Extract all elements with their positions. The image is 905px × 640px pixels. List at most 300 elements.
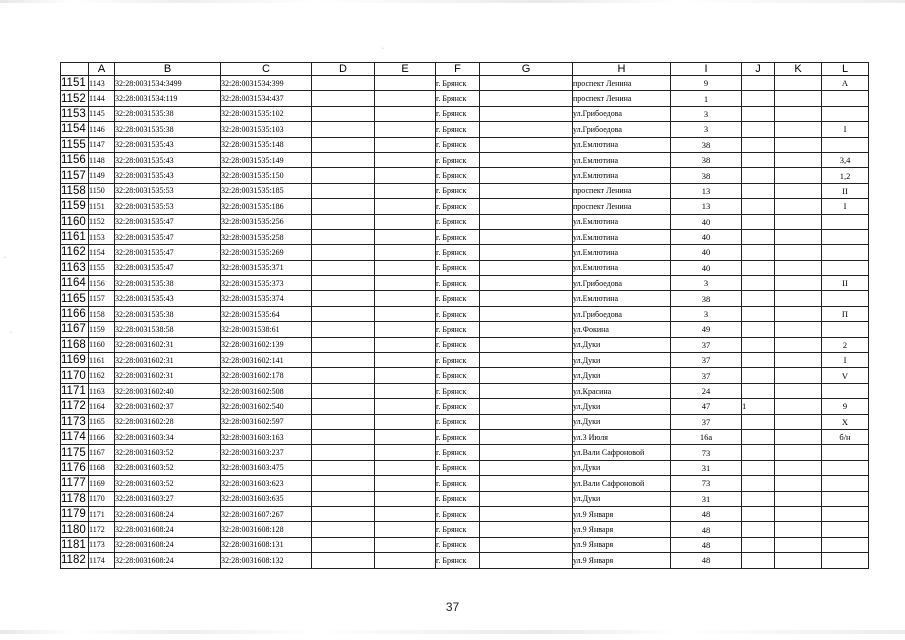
cell-f[interactable]: г. Брянск [436,522,480,537]
cell-d[interactable] [312,276,375,291]
cell-i[interactable]: 38 [671,152,742,167]
cell-l[interactable]: I [822,353,869,368]
row-number-cell[interactable]: 1163 [61,260,89,275]
cell-f[interactable]: г. Брянск [436,383,480,398]
cell-f[interactable]: г. Брянск [436,168,480,183]
cell-e[interactable] [375,91,436,106]
cell-g[interactable] [480,383,573,398]
cell-a[interactable]: 1174 [89,553,115,568]
row-number-cell[interactable]: 1175 [61,445,89,460]
cell-i[interactable]: 3 [671,276,742,291]
cell-h[interactable]: ул.9 Января [573,522,671,537]
cell-g[interactable] [480,306,573,321]
cell-a[interactable]: 1171 [89,506,115,521]
cell-i[interactable]: 48 [671,553,742,568]
cell-a[interactable]: 1148 [89,152,115,167]
cell-a[interactable]: 1165 [89,414,115,429]
cell-j[interactable] [742,491,775,506]
cell-j[interactable] [742,353,775,368]
cell-b[interactable]: 32:28:0031535:38 [115,122,221,137]
cell-j[interactable] [742,306,775,321]
cell-i[interactable]: 1 [671,91,742,106]
cell-h[interactable]: ул.Грибоедова [573,122,671,137]
cell-f[interactable]: г. Брянск [436,260,480,275]
cell-l[interactable]: II [822,183,869,198]
cell-f[interactable]: г. Брянск [436,429,480,444]
cell-h[interactable]: ул.Дуки [573,414,671,429]
cell-f[interactable]: г. Брянск [436,399,480,414]
cell-b[interactable]: 32:28:0031602:31 [115,368,221,383]
cell-g[interactable] [480,445,573,460]
cell-h[interactable]: проспект Ленина [573,91,671,106]
cell-f[interactable]: г. Брянск [436,414,480,429]
cell-j[interactable]: 1 [742,399,775,414]
cell-e[interactable] [375,245,436,260]
row-number-cell[interactable]: 1168 [61,337,89,352]
cell-l[interactable] [822,522,869,537]
cell-k[interactable] [775,122,822,137]
cell-e[interactable] [375,522,436,537]
cell-k[interactable] [775,522,822,537]
cell-i[interactable]: 48 [671,506,742,521]
cell-b[interactable]: 32:28:0031603:52 [115,445,221,460]
cell-f[interactable]: г. Брянск [436,306,480,321]
cell-c[interactable]: 32:28:0031535:102 [221,106,312,121]
cell-e[interactable] [375,152,436,167]
cell-f[interactable]: г. Брянск [436,368,480,383]
cell-f[interactable]: г. Брянск [436,460,480,475]
cell-a[interactable]: 1153 [89,229,115,244]
cell-f[interactable]: г. Брянск [436,214,480,229]
cell-b[interactable]: 32:28:0031535:38 [115,276,221,291]
cell-c[interactable]: 32:28:0031603:475 [221,460,312,475]
cell-l[interactable] [822,553,869,568]
cell-i[interactable]: 40 [671,260,742,275]
cell-k[interactable] [775,183,822,198]
cell-b[interactable]: 32:28:0031535:43 [115,168,221,183]
cell-j[interactable] [742,383,775,398]
cell-i[interactable]: 37 [671,337,742,352]
cell-i[interactable]: 40 [671,229,742,244]
cell-h[interactable]: ул.Фокина [573,322,671,337]
row-number-cell[interactable]: 1171 [61,383,89,398]
column-header[interactable]: C [221,63,312,76]
cell-h[interactable]: ул.Дуки [573,353,671,368]
cell-d[interactable] [312,76,375,91]
cell-j[interactable] [742,122,775,137]
row-number-cell[interactable]: 1179 [61,506,89,521]
cell-g[interactable] [480,429,573,444]
cell-g[interactable] [480,168,573,183]
cell-j[interactable] [742,537,775,552]
cell-g[interactable] [480,291,573,306]
cell-g[interactable] [480,522,573,537]
cell-i[interactable]: 73 [671,445,742,460]
cell-c[interactable]: 32:28:0031608:128 [221,522,312,537]
cell-d[interactable] [312,414,375,429]
cell-b[interactable]: 32:28:0031608:24 [115,506,221,521]
cell-g[interactable] [480,214,573,229]
cell-a[interactable]: 1173 [89,537,115,552]
cell-i[interactable]: 24 [671,383,742,398]
cell-d[interactable] [312,214,375,229]
cell-b[interactable]: 32:28:0031603:34 [115,429,221,444]
cell-d[interactable] [312,306,375,321]
cell-e[interactable] [375,553,436,568]
cell-l[interactable]: 1,2 [822,168,869,183]
cell-e[interactable] [375,76,436,91]
cell-i[interactable]: 49 [671,322,742,337]
cell-a[interactable]: 1159 [89,322,115,337]
cell-d[interactable] [312,137,375,152]
cell-j[interactable] [742,199,775,214]
row-number-cell[interactable]: 1174 [61,429,89,444]
cell-f[interactable]: г. Брянск [436,199,480,214]
cell-e[interactable] [375,122,436,137]
cell-l[interactable] [822,537,869,552]
row-number-cell[interactable]: 1161 [61,229,89,244]
cell-c[interactable]: 32:28:0031535:148 [221,137,312,152]
row-number-cell[interactable]: 1165 [61,291,89,306]
cell-d[interactable] [312,322,375,337]
cell-g[interactable] [480,106,573,121]
cell-k[interactable] [775,383,822,398]
cell-c[interactable]: 32:28:0031535:374 [221,291,312,306]
cell-i[interactable]: 47 [671,399,742,414]
cell-h[interactable]: ул.9 Января [573,506,671,521]
cell-l[interactable]: П [822,306,869,321]
cell-k[interactable] [775,337,822,352]
column-header[interactable]: D [312,63,375,76]
cell-e[interactable] [375,337,436,352]
cell-f[interactable]: г. Брянск [436,152,480,167]
cell-b[interactable]: 32:28:0031608:24 [115,537,221,552]
row-number-cell[interactable]: 1159 [61,199,89,214]
cell-h[interactable]: ул.Красина [573,383,671,398]
cell-k[interactable] [775,276,822,291]
cell-a[interactable]: 1147 [89,137,115,152]
cell-a[interactable]: 1146 [89,122,115,137]
cell-f[interactable]: г. Брянск [436,91,480,106]
row-number-cell[interactable]: 1180 [61,522,89,537]
cell-g[interactable] [480,476,573,491]
row-number-cell[interactable]: 1152 [61,91,89,106]
cell-f[interactable]: г. Брянск [436,245,480,260]
cell-g[interactable] [480,122,573,137]
cell-b[interactable]: 32:28:0031535:47 [115,245,221,260]
cell-a[interactable]: 1154 [89,245,115,260]
cell-k[interactable] [775,353,822,368]
cell-k[interactable] [775,460,822,475]
cell-j[interactable] [742,553,775,568]
cell-d[interactable] [312,553,375,568]
cell-a[interactable]: 1150 [89,183,115,198]
cell-h[interactable]: проспект Ленина [573,76,671,91]
cell-b[interactable]: 32:28:0031535:47 [115,260,221,275]
cell-c[interactable]: 32:28:0031602:141 [221,353,312,368]
cell-k[interactable] [775,245,822,260]
cell-f[interactable]: г. Брянск [436,476,480,491]
cell-j[interactable] [742,506,775,521]
cell-j[interactable] [742,229,775,244]
cell-e[interactable] [375,414,436,429]
cell-b[interactable]: 32:28:0031535:38 [115,106,221,121]
row-number-cell[interactable]: 1173 [61,414,89,429]
cell-b[interactable]: 32:28:0031535:47 [115,214,221,229]
cell-e[interactable] [375,214,436,229]
cell-j[interactable] [742,260,775,275]
cell-j[interactable] [742,522,775,537]
cell-b[interactable]: 32:28:0031602:37 [115,399,221,414]
cell-a[interactable]: 1151 [89,199,115,214]
cell-c[interactable]: 32:28:0031535:64 [221,306,312,321]
cell-j[interactable] [742,414,775,429]
column-header[interactable]: G [480,63,573,76]
cell-i[interactable]: 16а [671,429,742,444]
cell-i[interactable]: 40 [671,214,742,229]
cell-d[interactable] [312,383,375,398]
cell-f[interactable]: г. Брянск [436,506,480,521]
cell-a[interactable]: 1160 [89,337,115,352]
cell-l[interactable]: б/н [822,429,869,444]
cell-f[interactable]: г. Брянск [436,445,480,460]
cell-e[interactable] [375,229,436,244]
cell-a[interactable]: 1169 [89,476,115,491]
cell-e[interactable] [375,168,436,183]
cell-i[interactable]: 31 [671,491,742,506]
cell-b[interactable]: 32:28:0031535:38 [115,306,221,321]
column-header[interactable]: H [573,63,671,76]
cell-c[interactable]: 32:28:0031603:163 [221,429,312,444]
cell-l[interactable] [822,91,869,106]
cell-c[interactable]: 32:28:0031603:623 [221,476,312,491]
cell-k[interactable] [775,91,822,106]
cell-e[interactable] [375,291,436,306]
cell-a[interactable]: 1162 [89,368,115,383]
row-number-cell[interactable]: 1169 [61,353,89,368]
cell-f[interactable]: г. Брянск [436,183,480,198]
cell-c[interactable]: 32:28:0031535:373 [221,276,312,291]
cell-e[interactable] [375,199,436,214]
cell-d[interactable] [312,91,375,106]
row-number-cell[interactable]: 1166 [61,306,89,321]
cell-c[interactable]: 32:28:0031603:635 [221,491,312,506]
cell-g[interactable] [480,353,573,368]
cell-c[interactable]: 32:28:0031602:597 [221,414,312,429]
cell-l[interactable] [822,322,869,337]
cell-j[interactable] [742,276,775,291]
cell-k[interactable] [775,506,822,521]
cell-c[interactable]: 32:28:0031602:508 [221,383,312,398]
cell-c[interactable]: 32:28:0031534:437 [221,91,312,106]
cell-l[interactable] [822,506,869,521]
cell-i[interactable]: 38 [671,291,742,306]
cell-l[interactable]: I [822,199,869,214]
cell-c[interactable]: 32:28:0031535:185 [221,183,312,198]
cell-b[interactable]: 32:28:0031603:27 [115,491,221,506]
cell-b[interactable]: 32:28:0031602:28 [115,414,221,429]
cell-k[interactable] [775,399,822,414]
cell-k[interactable] [775,214,822,229]
cell-g[interactable] [480,245,573,260]
cell-d[interactable] [312,260,375,275]
cell-l[interactable]: 9 [822,399,869,414]
cell-c[interactable]: 32:28:0031535:371 [221,260,312,275]
cell-h[interactable]: ул.Дуки [573,368,671,383]
cell-e[interactable] [375,322,436,337]
row-number-cell[interactable]: 1170 [61,368,89,383]
cell-g[interactable] [480,322,573,337]
cell-g[interactable] [480,537,573,552]
cell-h[interactable]: ул.Дуки [573,460,671,475]
cell-c[interactable]: 32:28:0031607:267 [221,506,312,521]
cell-c[interactable]: 32:28:0031608:132 [221,553,312,568]
cell-l[interactable] [822,491,869,506]
cell-i[interactable]: 73 [671,476,742,491]
cell-j[interactable] [742,368,775,383]
cell-k[interactable] [775,429,822,444]
cell-k[interactable] [775,414,822,429]
row-number-cell[interactable]: 1154 [61,122,89,137]
cell-g[interactable] [480,460,573,475]
cell-e[interactable] [375,260,436,275]
cell-i[interactable]: 48 [671,537,742,552]
cell-c[interactable]: 32:28:0031535:150 [221,168,312,183]
cell-f[interactable]: г. Брянск [436,122,480,137]
cell-e[interactable] [375,137,436,152]
cell-b[interactable]: 32:28:0031535:43 [115,152,221,167]
cell-h[interactable]: проспект Ленина [573,183,671,198]
cell-a[interactable]: 1144 [89,91,115,106]
cell-h[interactable]: ул.Емлютина [573,260,671,275]
cell-c[interactable]: 32:28:0031535:258 [221,229,312,244]
cell-f[interactable]: г. Брянск [436,276,480,291]
column-header[interactable]: B [115,63,221,76]
cell-l[interactable] [822,229,869,244]
cell-h[interactable]: ул.Дуки [573,491,671,506]
cell-l[interactable]: II [822,276,869,291]
cell-h[interactable]: ул.Вали Сафроновой [573,445,671,460]
cell-a[interactable]: 1164 [89,399,115,414]
cell-a[interactable]: 1156 [89,276,115,291]
cell-c[interactable]: 32:28:0031602:540 [221,399,312,414]
row-number-cell[interactable]: 1160 [61,214,89,229]
cell-h[interactable]: ул.Дуки [573,337,671,352]
cell-j[interactable] [742,445,775,460]
cell-i[interactable]: 38 [671,168,742,183]
cell-c[interactable]: 32:28:0031602:139 [221,337,312,352]
cell-c[interactable]: 32:28:0031534:399 [221,76,312,91]
cell-a[interactable]: 1157 [89,291,115,306]
cell-k[interactable] [775,199,822,214]
cell-d[interactable] [312,537,375,552]
cell-b[interactable]: 32:28:0031534:3499 [115,76,221,91]
cell-i[interactable]: 40 [671,245,742,260]
cell-h[interactable]: ул.Емлютина [573,245,671,260]
cell-j[interactable] [742,460,775,475]
cell-e[interactable] [375,106,436,121]
cell-b[interactable]: 32:28:0031535:47 [115,229,221,244]
cell-d[interactable] [312,522,375,537]
cell-g[interactable] [480,199,573,214]
cell-e[interactable] [375,460,436,475]
cell-j[interactable] [742,245,775,260]
row-number-cell[interactable]: 1151 [61,76,89,91]
cell-f[interactable]: г. Брянск [436,553,480,568]
cell-l[interactable] [822,291,869,306]
cell-h[interactable]: ул.Грибоедова [573,106,671,121]
cell-k[interactable] [775,260,822,275]
cell-h[interactable]: ул.Емлютина [573,168,671,183]
cell-d[interactable] [312,399,375,414]
row-number-cell[interactable]: 1178 [61,491,89,506]
cell-a[interactable]: 1155 [89,260,115,275]
cell-d[interactable] [312,445,375,460]
cell-i[interactable]: 31 [671,460,742,475]
cell-a[interactable]: 1145 [89,106,115,121]
cell-c[interactable]: 32:28:0031535:269 [221,245,312,260]
cell-d[interactable] [312,183,375,198]
cell-j[interactable] [742,168,775,183]
column-header[interactable]: A [89,63,115,76]
cell-l[interactable] [822,260,869,275]
cell-e[interactable] [375,368,436,383]
cell-c[interactable]: 32:28:0031535:149 [221,152,312,167]
cell-b[interactable]: 32:28:0031535:43 [115,291,221,306]
cell-h[interactable]: ул.Емлютина [573,291,671,306]
cell-l[interactable]: I [822,122,869,137]
cell-f[interactable]: г. Брянск [436,106,480,121]
cell-h[interactable]: ул.9 Января [573,553,671,568]
cell-d[interactable] [312,229,375,244]
cell-c[interactable]: 32:28:0031535:103 [221,122,312,137]
cell-g[interactable] [480,183,573,198]
cell-d[interactable] [312,460,375,475]
cell-b[interactable]: 32:28:0031535:53 [115,199,221,214]
cell-c[interactable]: 32:28:0031608:131 [221,537,312,552]
cell-k[interactable] [775,476,822,491]
cell-j[interactable] [742,429,775,444]
cell-e[interactable] [375,537,436,552]
cell-i[interactable]: 13 [671,199,742,214]
cell-l[interactable]: А [822,76,869,91]
cell-k[interactable] [775,322,822,337]
cell-d[interactable] [312,152,375,167]
row-number-cell[interactable]: 1177 [61,476,89,491]
cell-j[interactable] [742,76,775,91]
cell-l[interactable] [822,460,869,475]
cell-g[interactable] [480,414,573,429]
cell-l[interactable] [822,137,869,152]
cell-e[interactable] [375,506,436,521]
cell-j[interactable] [742,137,775,152]
cell-h[interactable]: ул.Емлютина [573,229,671,244]
cell-l[interactable] [822,106,869,121]
cell-d[interactable] [312,291,375,306]
row-number-cell[interactable]: 1158 [61,183,89,198]
cell-d[interactable] [312,168,375,183]
cell-c[interactable]: 32:28:0031603:237 [221,445,312,460]
cell-l[interactable]: X [822,414,869,429]
cell-k[interactable] [775,368,822,383]
cell-g[interactable] [480,137,573,152]
row-number-cell[interactable]: 1162 [61,245,89,260]
column-header[interactable]: E [375,63,436,76]
cell-a[interactable]: 1161 [89,353,115,368]
cell-l[interactable] [822,383,869,398]
cell-c[interactable]: 32:28:0031535:256 [221,214,312,229]
cell-e[interactable] [375,353,436,368]
